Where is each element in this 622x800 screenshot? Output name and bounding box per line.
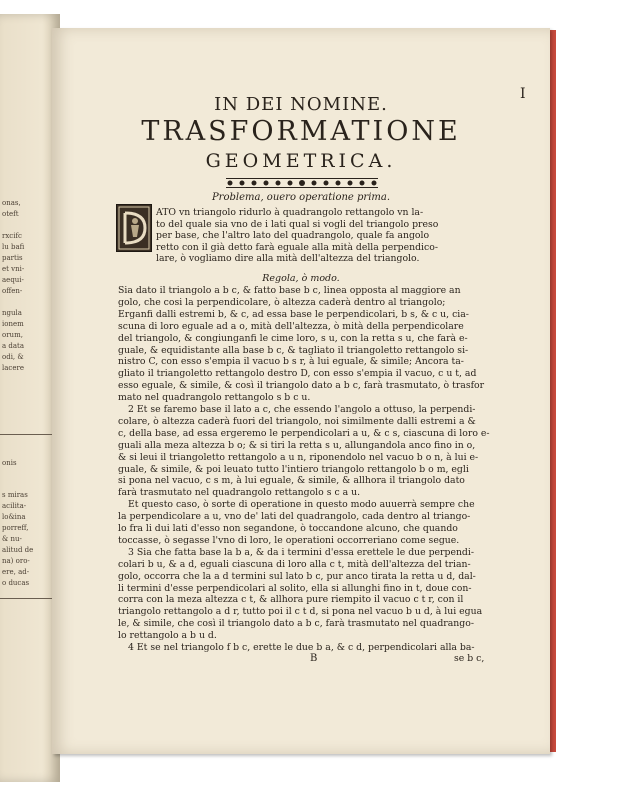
left-page-fragment: offen- (2, 287, 23, 295)
body-line: colare, ò altezza caderà fuori del triangolo, noi similmente dalli estremi a & (118, 415, 476, 427)
left-page-fragment: & nu- (2, 535, 22, 543)
heading-trasformatione: TRASFORMATIONE (141, 116, 461, 147)
body-line: le, & simile, che così il triangolo dato a b c, farà trasmutato nel quadrango- (118, 618, 474, 630)
body-line: Et questo caso, ò sorte di operatione in questo modo auuerrà sempre che (128, 499, 475, 511)
ornament-band-icon (222, 178, 382, 188)
body-line: guale, & equidistante alla base b c, & tagliato il triangoletto rettangolo si- (118, 344, 469, 356)
left-page-fragment: lacere (2, 364, 24, 372)
body-line: del triangolo, & congiunganfi le cime loro, s u, con la retta s u, che farà e- (118, 332, 468, 344)
left-page-rule (0, 434, 60, 435)
body-line: colari b u, & a d, eguali ciascuna di loro alla c t, mità dell'altezza del trian- (118, 558, 471, 570)
body-line: 2 Et se faremo base il lato a c, che essendo l'angolo a ottuso, la perpendi- (128, 404, 476, 415)
folio-number: I (520, 86, 526, 102)
body-line: li termini d'esse perpendicolari al solito, ella si allunghi fino in t, doue con- (118, 582, 472, 594)
body-line: Sia dato il triangolo a b c, & fatto base b c, linea opposta al maggiore an (118, 285, 461, 296)
left-page-fragment: partis (2, 254, 23, 262)
body-line: golo, occorra che la a d termini sul lato b c, pur anco tirata la retta u d, dal- (118, 570, 476, 582)
intro-line: per base, che l'altro lato del quadrangolo, quale fa angolo (156, 230, 430, 241)
intro-line: lare, ò vogliamo dire alla mità dell'altezza del triangolo. (156, 253, 420, 264)
intro-line: ATO vn triangolo ridurlo à quadrangolo rettangolo vn la- (156, 207, 424, 218)
left-page-fragment: s miras (2, 491, 28, 499)
body-line: c, della base, ad essa ergeremo le perpendicolari a u, & c s, ciascuna di loro e- (118, 427, 490, 439)
left-page-fragment: oteft (2, 210, 19, 218)
left-page-fragment: odi, & (2, 353, 24, 361)
left-page-fragment: orum, (2, 331, 23, 339)
left-page-fragment: lo&ina (2, 513, 26, 521)
left-page-fragment: acilita- (2, 502, 27, 510)
left-page-fragment: et vni- (2, 265, 25, 273)
left-page-fragment: a data (2, 342, 25, 350)
body-line: & si leui il triangoletto rettangolo a u n, riponendolo nel vacuo b o n, à lui e- (118, 451, 479, 463)
body-line: gliato il triangoletto rettangolo destro D, con esso s'empia il vacuo, c u t, ad (118, 368, 477, 380)
decorated-initial-d-icon (116, 204, 152, 252)
body-line: 3 Sia che fatta base la b a, & da i termini d'essa erettele le due perpendi- (128, 546, 474, 558)
left-page-fragment: ngula (2, 309, 22, 317)
facing-left-page (0, 14, 60, 782)
body-line: guale, & simile, & poi leuato tutto l'intiero triangolo rettangolo b o m, egli (118, 463, 469, 475)
left-page-fragment: o ducas (2, 579, 30, 587)
left-page-fragment: alitud de (2, 546, 34, 554)
body-line: golo, che cosi la perpendicolare, ò altezza caderà dentro al triangolo; (118, 296, 446, 308)
body-line: lo fra li dui lati d'esso non segandone, ò toccandone alcuno, che quando (118, 523, 458, 534)
body-line: 4 Et se nel triangolo f b c, erette le due b a, & c d, perpendicolari alla ba- (128, 642, 475, 653)
left-page-fragment: lu bafi (2, 243, 25, 251)
body-line: nistro C, con esso s'empia il vacuo b s r, à lui eguale, & simile; Ancora ta- (118, 356, 464, 368)
left-page-rule (0, 598, 60, 599)
body-line: esso eguale, & simile, & così il triangolo dato a b c, farà trasmutato, ò trasfor (118, 380, 485, 392)
body-line: scuna di loro eguale ad a o, mità dell'altezza, ò mità della perpendicolare (118, 320, 464, 332)
signature-mark: B (310, 653, 318, 664)
rule-title: Regola, ò modo. (262, 273, 340, 284)
body-line: triangolo rettangolo a d r, tutto poi il c t d, si pona nel vacuo b u d, à lui egua (118, 606, 483, 618)
problem-title: Problema, ouero operatione prima. (211, 192, 391, 203)
body-line: lo rettangolo a b u d. (118, 630, 217, 642)
heading-geometrica: GEOMETRICA. (205, 150, 397, 172)
left-page-fragment: ere, ad- (2, 568, 30, 576)
left-page-fragment: porreff, (2, 524, 29, 532)
heading-in-dei-nomine: IN DEI NOMINE. (214, 94, 388, 115)
body-line: corra con la meza altezza c t, & allhora pure riempito il vacuo c t r, con il (118, 594, 464, 606)
body-line: toccasse, ò segasse l'vno di loro, le operationi occorreriano come segue. (118, 534, 460, 546)
body-line: si pona nel vacuo, c s m, à lui eguale, & simile, & allhora il triangolo dato (118, 475, 465, 487)
body-line: farà trasmutato nel quadrangolo rettangolo s c a u. (118, 487, 361, 499)
body-line: guali alla meza altezza b o; & si tiri la retta s u, allungandola anco fino in o, (118, 439, 476, 451)
catchword: se b c, (454, 653, 485, 664)
left-page-fragment: rxcifc (2, 232, 22, 240)
left-page-fragment: onas, (2, 199, 21, 207)
left-page-fragment: ionem (2, 320, 24, 328)
intro-line: retto con il già detto farà eguale alla mità della perpendico- (156, 241, 438, 253)
left-page-fragment: na) oro- (2, 557, 30, 565)
body-line: la perpendicolare a u, vno de' lati del quadrangolo, cada dentro al triango- (118, 511, 471, 523)
left-page-fragment: aequi- (2, 276, 24, 284)
body-line: mato nel quadrangolo rettangolo s b c u. (118, 392, 311, 404)
left-page-fragment: onis (2, 459, 17, 467)
intro-line: to del quale sia vno de i lati qual si vogli del triangolo preso (156, 218, 439, 230)
book-page (52, 28, 550, 754)
body-line: Erganfi dalli estremi b, & c, ad essa base le perpendicolari, b s, & c u, cia- (118, 308, 469, 320)
